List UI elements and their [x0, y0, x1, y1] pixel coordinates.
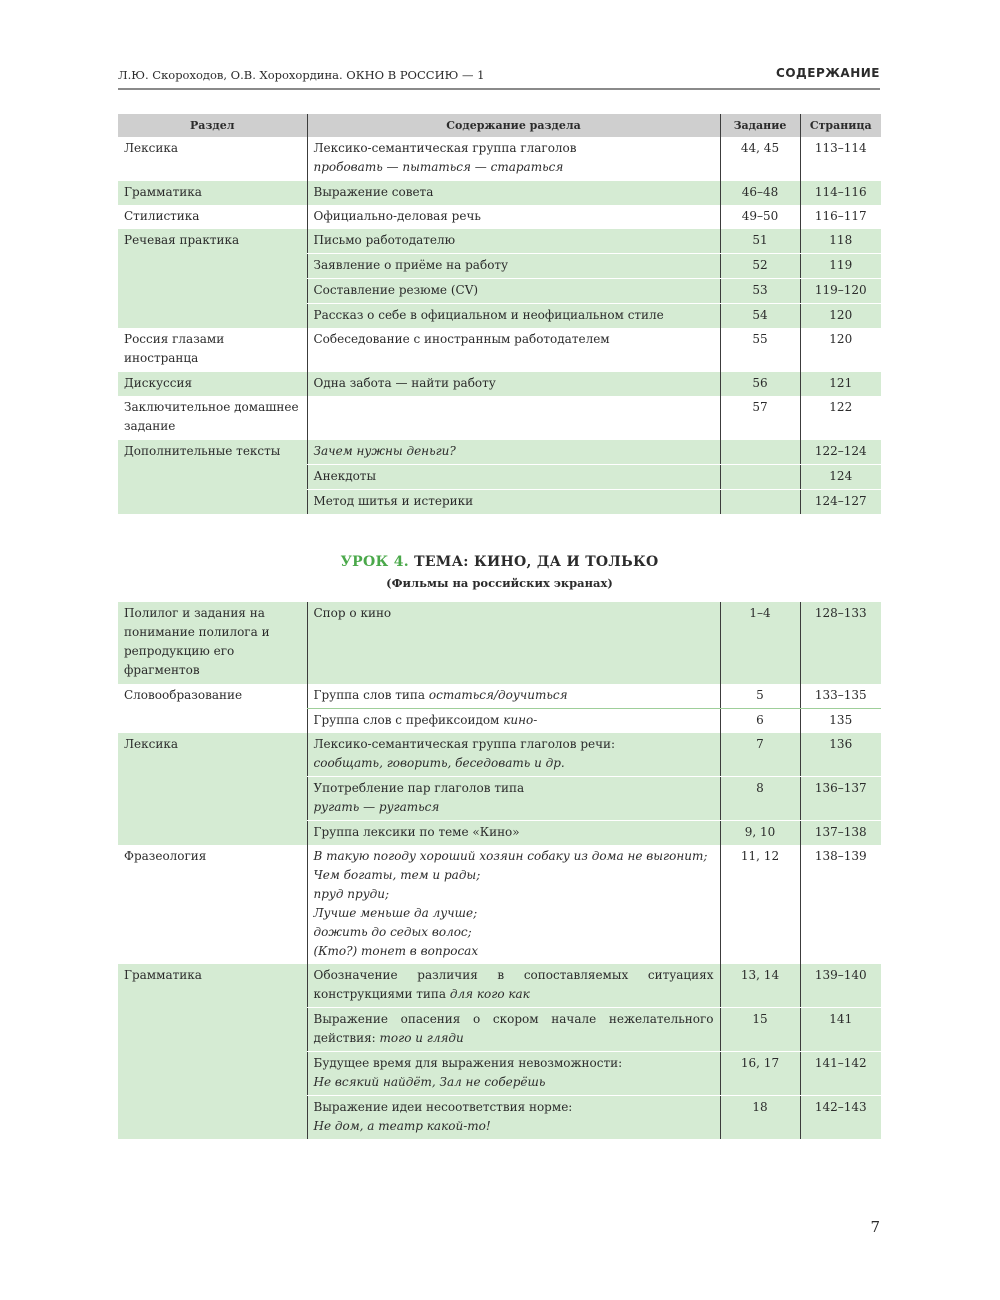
content-cell [307, 1052, 720, 1096]
table-row [118, 964, 881, 1008]
page-cell: 141 [800, 1008, 881, 1052]
page-cell: 119 [800, 254, 881, 279]
page-cell: 113–114 [800, 137, 881, 181]
content-cell: Выражение совета [307, 181, 720, 205]
page-cell: 118 [800, 229, 881, 254]
page-cell: 116–117 [800, 205, 881, 229]
task-cell: 51 [720, 229, 800, 254]
content-emphasis: того и гляди [379, 1031, 464, 1045]
lesson-title [118, 554, 881, 570]
content-cell: Заявление о приёме на работу [307, 254, 720, 279]
table-row [118, 845, 881, 964]
page-cell: 133–135 [800, 684, 881, 709]
task-cell: 53 [720, 279, 800, 304]
content-cell: Группа лексики по теме «Кино» [307, 821, 720, 846]
page-cell: 135 [800, 709, 881, 734]
content-cell [307, 733, 720, 777]
task-cell: 16, 17 [720, 1052, 800, 1096]
column-header-content: Содержание раздела [307, 114, 720, 137]
content-cell [307, 777, 720, 821]
content-cell: Спор о кино [307, 602, 720, 684]
section-cell: Дополнительные тексты [124, 444, 281, 458]
content-cell [307, 396, 720, 440]
table-row [118, 205, 881, 229]
task-cell: 56 [720, 372, 800, 396]
page-cell: 138–139 [800, 845, 881, 964]
page-cell: 139–140 [800, 964, 881, 1008]
table-row [118, 396, 881, 440]
lesson-topic: ТЕМА: КИНО, ДА И ТОЛЬКО [408, 554, 659, 570]
content-emphasis: пробовать — пытаться — стараться [313, 160, 564, 174]
page-cell: 122 [800, 396, 881, 440]
content-emphasis: для кого как [449, 987, 530, 1001]
task-cell: 54 [720, 304, 800, 329]
page-cell: 114–116 [800, 181, 881, 205]
page-cell: 119–120 [800, 279, 881, 304]
content-cell: Письмо работодателю [307, 229, 720, 254]
lesson-label: УРОК 4. [340, 554, 409, 570]
content-emphasis: кино- [503, 713, 538, 727]
task-cell: 13, 14 [720, 964, 800, 1008]
task-cell: 18 [720, 1096, 800, 1140]
table-row [118, 733, 881, 777]
contents-table-1 [118, 114, 881, 514]
page-number: 7 [870, 1218, 880, 1236]
task-cell: 15 [720, 1008, 800, 1052]
page-cell: 137–138 [800, 821, 881, 846]
running-head-authors: Л.Ю. Скороходов, О.В. Хорохордина. ОКНО В РОССИЮ — 1 [118, 68, 485, 82]
section-cell: Стилистика [124, 209, 200, 223]
page-cell: 120 [800, 328, 881, 372]
content-text: Группа слов типа [313, 688, 429, 702]
content-cell: Официально-деловая речь [307, 205, 720, 229]
content-emphasis: остаться/доучиться [428, 688, 568, 702]
phrase-line: В такую погоду хороший хозяин собаку из дома не выгонит; [313, 849, 708, 863]
content-text: Лексико-семантическая группа глаголов речи: [313, 737, 616, 751]
task-cell: 11, 12 [720, 845, 800, 964]
section-cell: Россия глазами иностранца [124, 332, 225, 365]
task-cell: 55 [720, 328, 800, 372]
task-cell [720, 465, 800, 490]
phrase-line: пруд пруди; [313, 887, 390, 901]
content-cell [307, 845, 720, 964]
content-cell: Составление резюме (CV) [307, 279, 720, 304]
lesson-subtitle: (Фильмы на российских экранах) [386, 576, 613, 590]
task-cell: 6 [720, 709, 800, 734]
content-cell [307, 137, 720, 181]
content-cell [307, 1008, 720, 1052]
content-cell: Одна забота — найти работу [307, 372, 720, 396]
phrase-line: Лучше меньше да лучше; [313, 906, 478, 920]
content-cell: Метод шитья и истерики [307, 490, 720, 515]
content-text: Выражение идеи несоответствия норме: [313, 1100, 573, 1114]
section-cell: Лексика [124, 737, 178, 751]
phrase-line: Чем богаты, тем и рады; [313, 868, 481, 882]
task-cell [720, 490, 800, 515]
table-row [118, 137, 881, 181]
section-cell: Грамматика [124, 185, 202, 199]
content-cell: Собеседование с иностранным работодателем [307, 328, 720, 372]
content-emphasis: ругать — ругаться [313, 800, 440, 814]
content-cell: Анекдоты [307, 465, 720, 490]
content-cell [307, 684, 720, 709]
section-cell: Полилог и задания на понимание полилога и репродукцию его фрагментов [124, 606, 270, 677]
task-cell [720, 440, 800, 465]
running-head-section: СОДЕРЖАНИЕ [776, 66, 880, 80]
section-cell: Речевая практика [124, 233, 240, 247]
page-cell: 120 [800, 304, 881, 329]
task-cell: 8 [720, 777, 800, 821]
section-cell: Лексика [124, 141, 178, 155]
table-header-row [118, 114, 881, 137]
page-cell: 136–137 [800, 777, 881, 821]
contents-table-2 [118, 602, 881, 1139]
column-header-task: Задание [720, 114, 800, 137]
page-cell: 124–127 [800, 490, 881, 515]
phrase-line: дожить до седых волос; [313, 925, 472, 939]
content-emphasis: Не всякий найдёт, Зал не соберёшь [313, 1075, 546, 1089]
page-cell: 141–142 [800, 1052, 881, 1096]
content-text: Употребление пар глаголов типа [313, 781, 525, 795]
content-text: Выражение опасения о скором начале нежелательного действия: [313, 1012, 714, 1045]
table-row [118, 440, 881, 465]
content-cell [307, 709, 720, 734]
section-cell: Словообразование [124, 688, 243, 702]
phrase-line: (Кто?) тонет в вопросах [313, 944, 479, 958]
page-cell: 124 [800, 465, 881, 490]
table-row [118, 181, 881, 205]
section-cell: Грамматика [124, 968, 202, 982]
table-row [118, 684, 881, 709]
content-cell [307, 1096, 720, 1140]
page-cell: 128–133 [800, 602, 881, 684]
running-head [118, 64, 880, 90]
task-cell: 49–50 [720, 205, 800, 229]
section-cell: Фразеология [124, 849, 207, 863]
content-text: Группа слов с префиксоидом [313, 713, 504, 727]
task-cell: 57 [720, 396, 800, 440]
task-cell: 52 [720, 254, 800, 279]
task-cell: 7 [720, 733, 800, 777]
content-emphasis: Не дом, а театр какой-то! [313, 1119, 491, 1133]
table-row [118, 229, 881, 254]
section-cell: Заключительное домашнее задание [124, 400, 299, 433]
page-cell: 121 [800, 372, 881, 396]
task-cell: 9, 10 [720, 821, 800, 846]
page-cell: 136 [800, 733, 881, 777]
content-text: Будущее время для выражения невозможности: [313, 1056, 623, 1070]
task-cell: 44, 45 [720, 137, 800, 181]
task-cell: 1–4 [720, 602, 800, 684]
content-cell: Рассказ о себе в официальном и неофициальном стиле [307, 304, 720, 329]
content-emphasis: сообщать, говорить, беседовать и др. [313, 756, 565, 770]
table-row [118, 372, 881, 396]
content-text: Обозначение различия в сопоставляемых ситуациях конструкциями типа [313, 968, 714, 1001]
column-header-section: Раздел [118, 114, 307, 137]
page-cell: 142–143 [800, 1096, 881, 1140]
table-row [118, 328, 881, 372]
task-cell: 5 [720, 684, 800, 709]
section-cell: Дискуссия [124, 376, 193, 390]
table-row [118, 602, 881, 684]
content-text: Лексико-семантическая группа глаголов [313, 141, 577, 155]
page-cell: 122–124 [800, 440, 881, 465]
task-cell: 46–48 [720, 181, 800, 205]
column-header-page: Страница [800, 114, 881, 137]
content-cell [307, 964, 720, 1008]
content-cell: Зачем нужны деньги? [307, 440, 720, 465]
